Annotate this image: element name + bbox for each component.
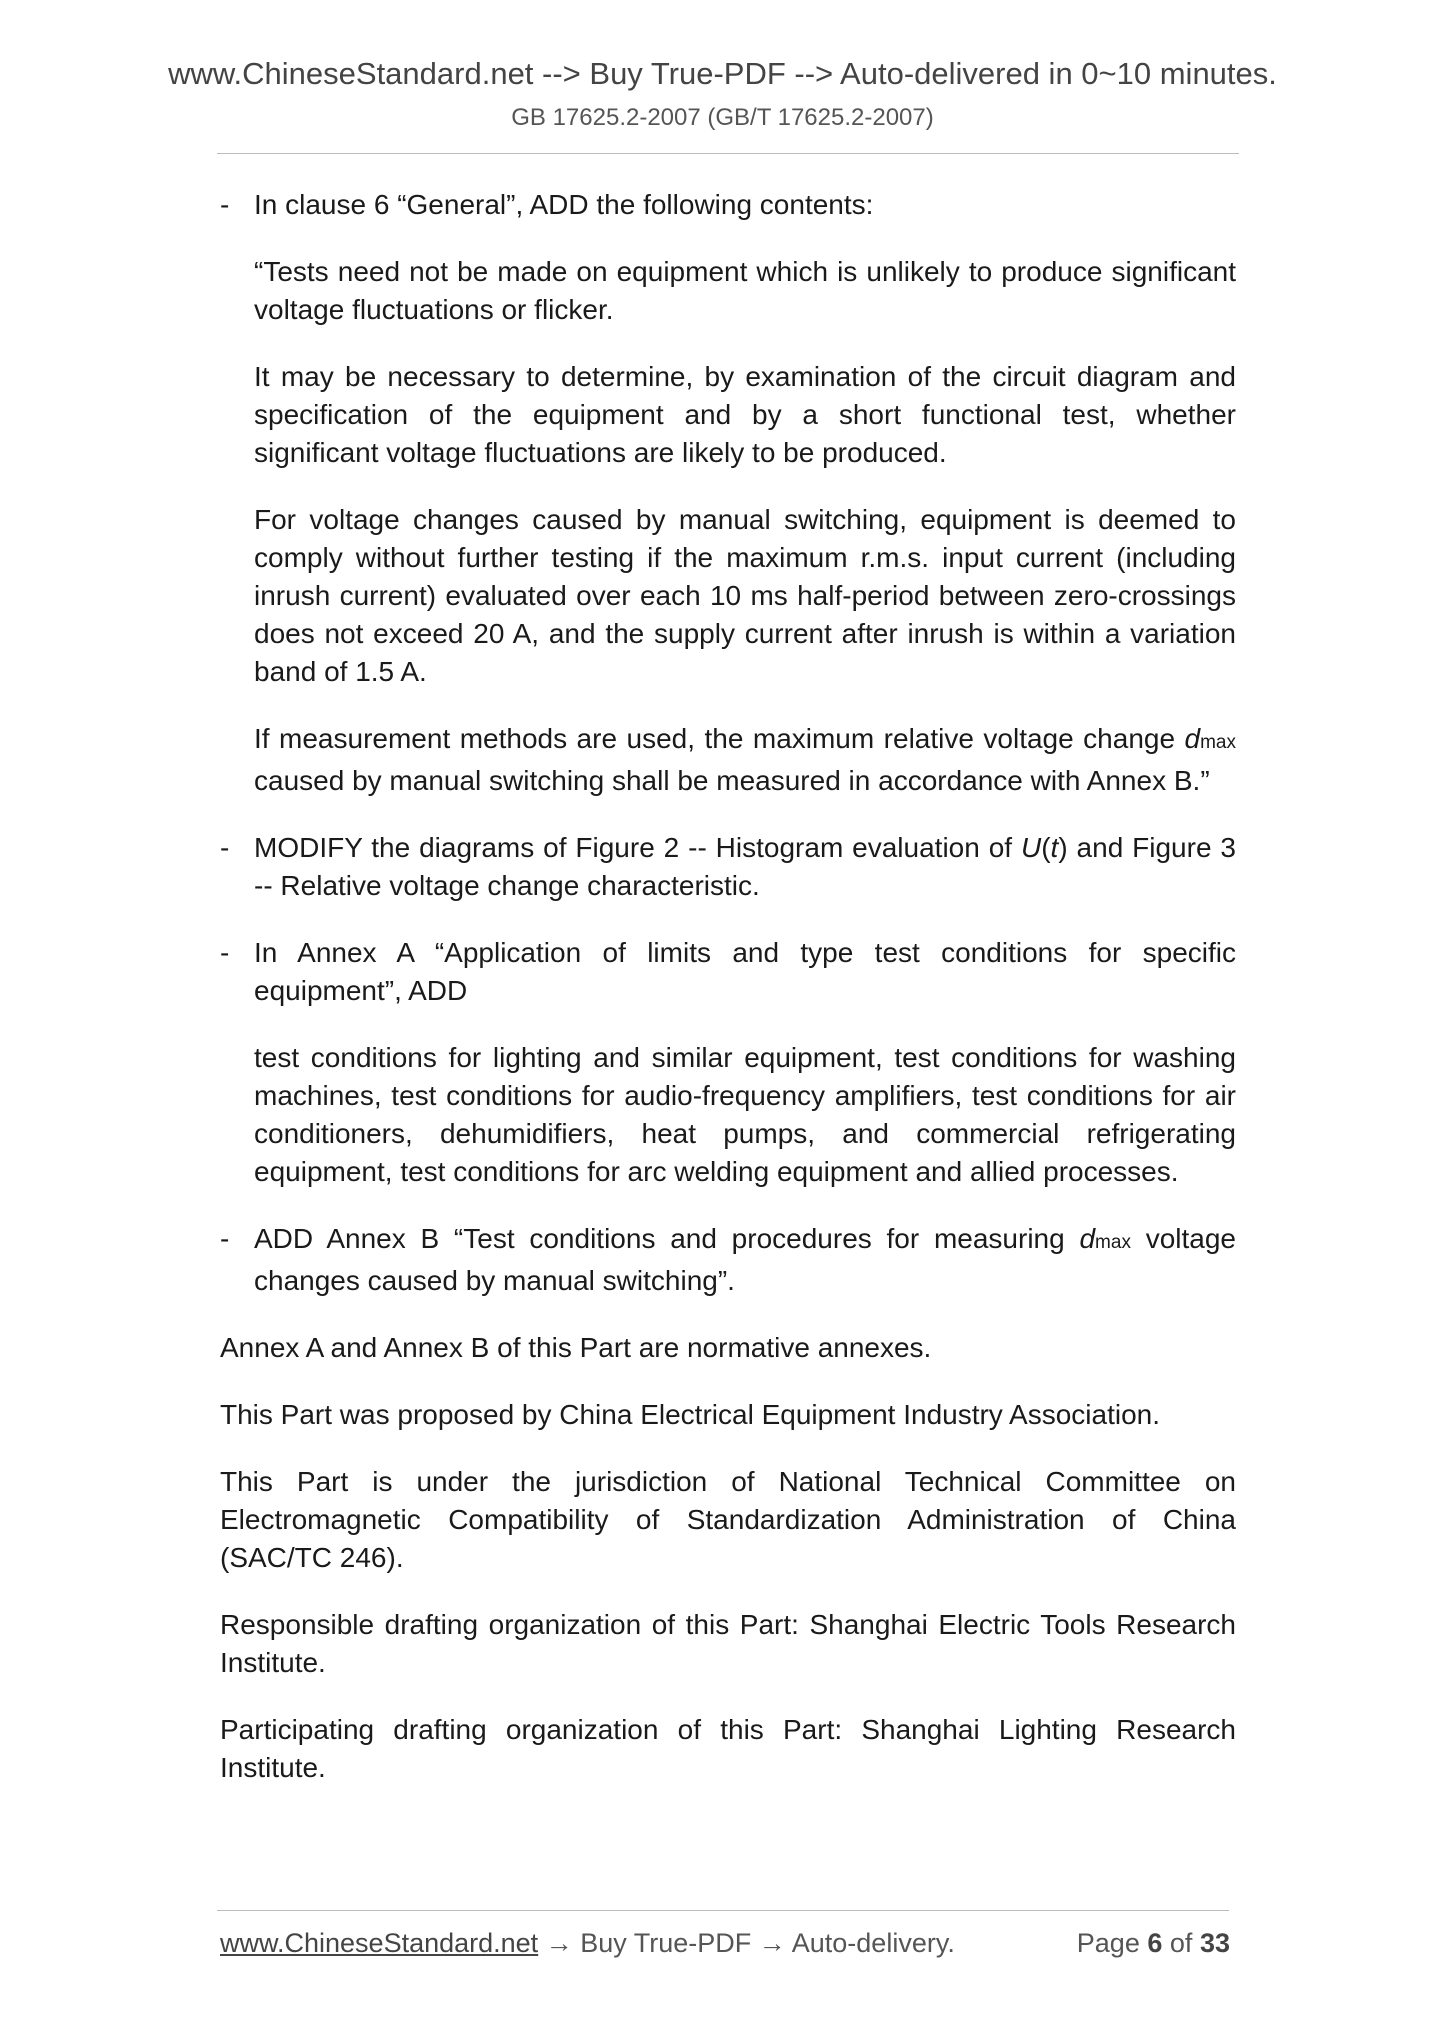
text-run: voltage changes caused by manual switching”.: [254, 1223, 1237, 1296]
jurisdiction-paragraph: This Part is under the jurisdiction of National Technical Committee on Electromagnetic Compatibility of Standardization Administration of China (SAC/TC 246).: [220, 1466, 1236, 1573]
max-subscript: max: [1095, 1232, 1131, 1253]
bullet-modify-diagrams: [220, 829, 1236, 905]
bullet-text: [254, 1220, 1236, 1300]
quote-paragraph-2: It may be necessary to determine, by examination of the circuit diagram and specification of the equipment and by a short functional test, whether significant voltage fluctuations are likely to be produced.: [254, 361, 1236, 468]
quote-paragraph-1: “Tests need not be made on equipment which is unlikely to produce significant voltage fluctuations or flicker.: [254, 256, 1236, 325]
bullet-text: In Annex A “Application of limits and type test conditions for specific equipment”, ADD: [254, 937, 1236, 1006]
bullet-dash: -: [220, 937, 230, 968]
annex-normative-paragraph: Annex A and Annex B of this Part are normative annexes.: [220, 1332, 932, 1363]
header-banner: www.ChineseStandard.net --> Buy True-PDF --> Auto-delivered in 0~10 minutes.: [168, 56, 1277, 91]
bullet-clause-6: [220, 186, 1236, 224]
responsible-org-paragraph: Responsible drafting organization of this Part: Shanghai Electric Tools Research Institute.: [220, 1609, 1236, 1678]
page-number: 6: [1147, 1928, 1163, 1958]
bullet-dash: -: [220, 189, 230, 220]
u-symbol: U: [1020, 832, 1042, 863]
bullet-dash: -: [220, 1223, 230, 1254]
text-run: ADD Annex B “Test conditions and procedures for measuring: [254, 1223, 1065, 1254]
bullet-annex-a: [220, 934, 1236, 1010]
test-conditions-paragraph: test conditions for lighting and similar equipment, test conditions for washing machines, test conditions for audio-frequency amplifiers, test conditions for air conditioners, dehumidifiers, heat pumps, and commercial refrigerating equipment, test conditions for arc welding equipment and allied processes.: [254, 1042, 1236, 1187]
document-code: GB 17625.2-2007 (GB/T 17625.2-2007): [511, 104, 934, 131]
d-symbol: d: [1079, 1223, 1096, 1254]
bullet-text: In clause 6 “General”, ADD the following contents:: [254, 189, 874, 220]
d-symbol: d: [1184, 723, 1201, 754]
page-total: 33: [1199, 1928, 1230, 1958]
text-run: caused by manual switching shall be measured in accordance with Annex B.”: [254, 765, 1210, 796]
page-label: Page: [1076, 1928, 1140, 1958]
bullet-text: MODIFY the diagrams of Figure 2 -- Histogram evaluation of U(t) and Figure 3 -- Relative voltage change characteristic.: [254, 832, 1236, 901]
text-run: If measurement methods are used, the maximum relative voltage change: [254, 723, 1176, 754]
t-symbol: t: [1050, 832, 1059, 863]
of-label: of: [1169, 1928, 1193, 1958]
text-run: MODIFY the diagrams of Figure 2 -- Histogram evaluation of: [254, 832, 1013, 863]
header-divider: [217, 153, 1239, 154]
participating-org-paragraph: Participating drafting organization of this Part: Shanghai Lighting Research Institute.: [220, 1714, 1236, 1783]
text-run: and Figure 3 -- Relative voltage change characteristic.: [254, 832, 1236, 901]
page-indicator: [1077, 1928, 1230, 1959]
quote-paragraph-3: For voltage changes caused by manual switching, equipment is deemed to comply without further testing if the maximum r.m.s. input current (including inrush current) evaluated over each 10 ms half-period between zero-crossings does not exceed 20 A, and the supply current after inrush is within a variation band of 1.5 A.: [254, 504, 1236, 687]
proposed-by-paragraph: This Part was proposed by China Electrical Equipment Industry Association.: [220, 1399, 1161, 1430]
quote-paragraph-4: [220, 720, 1236, 800]
footer-text: → Buy True-PDF → Auto-delivery.: [545, 1928, 955, 1958]
max-subscript: max: [1200, 732, 1237, 753]
site-link[interactable]: www.ChineseStandard.net: [220, 1928, 539, 1958]
page-body: [220, 186, 1236, 1816]
footer-divider: [217, 1910, 1229, 1911]
footer-left: [220, 1928, 955, 1959]
bullet-dash: -: [220, 832, 230, 863]
bullet-annex-b: [220, 1220, 1236, 1300]
